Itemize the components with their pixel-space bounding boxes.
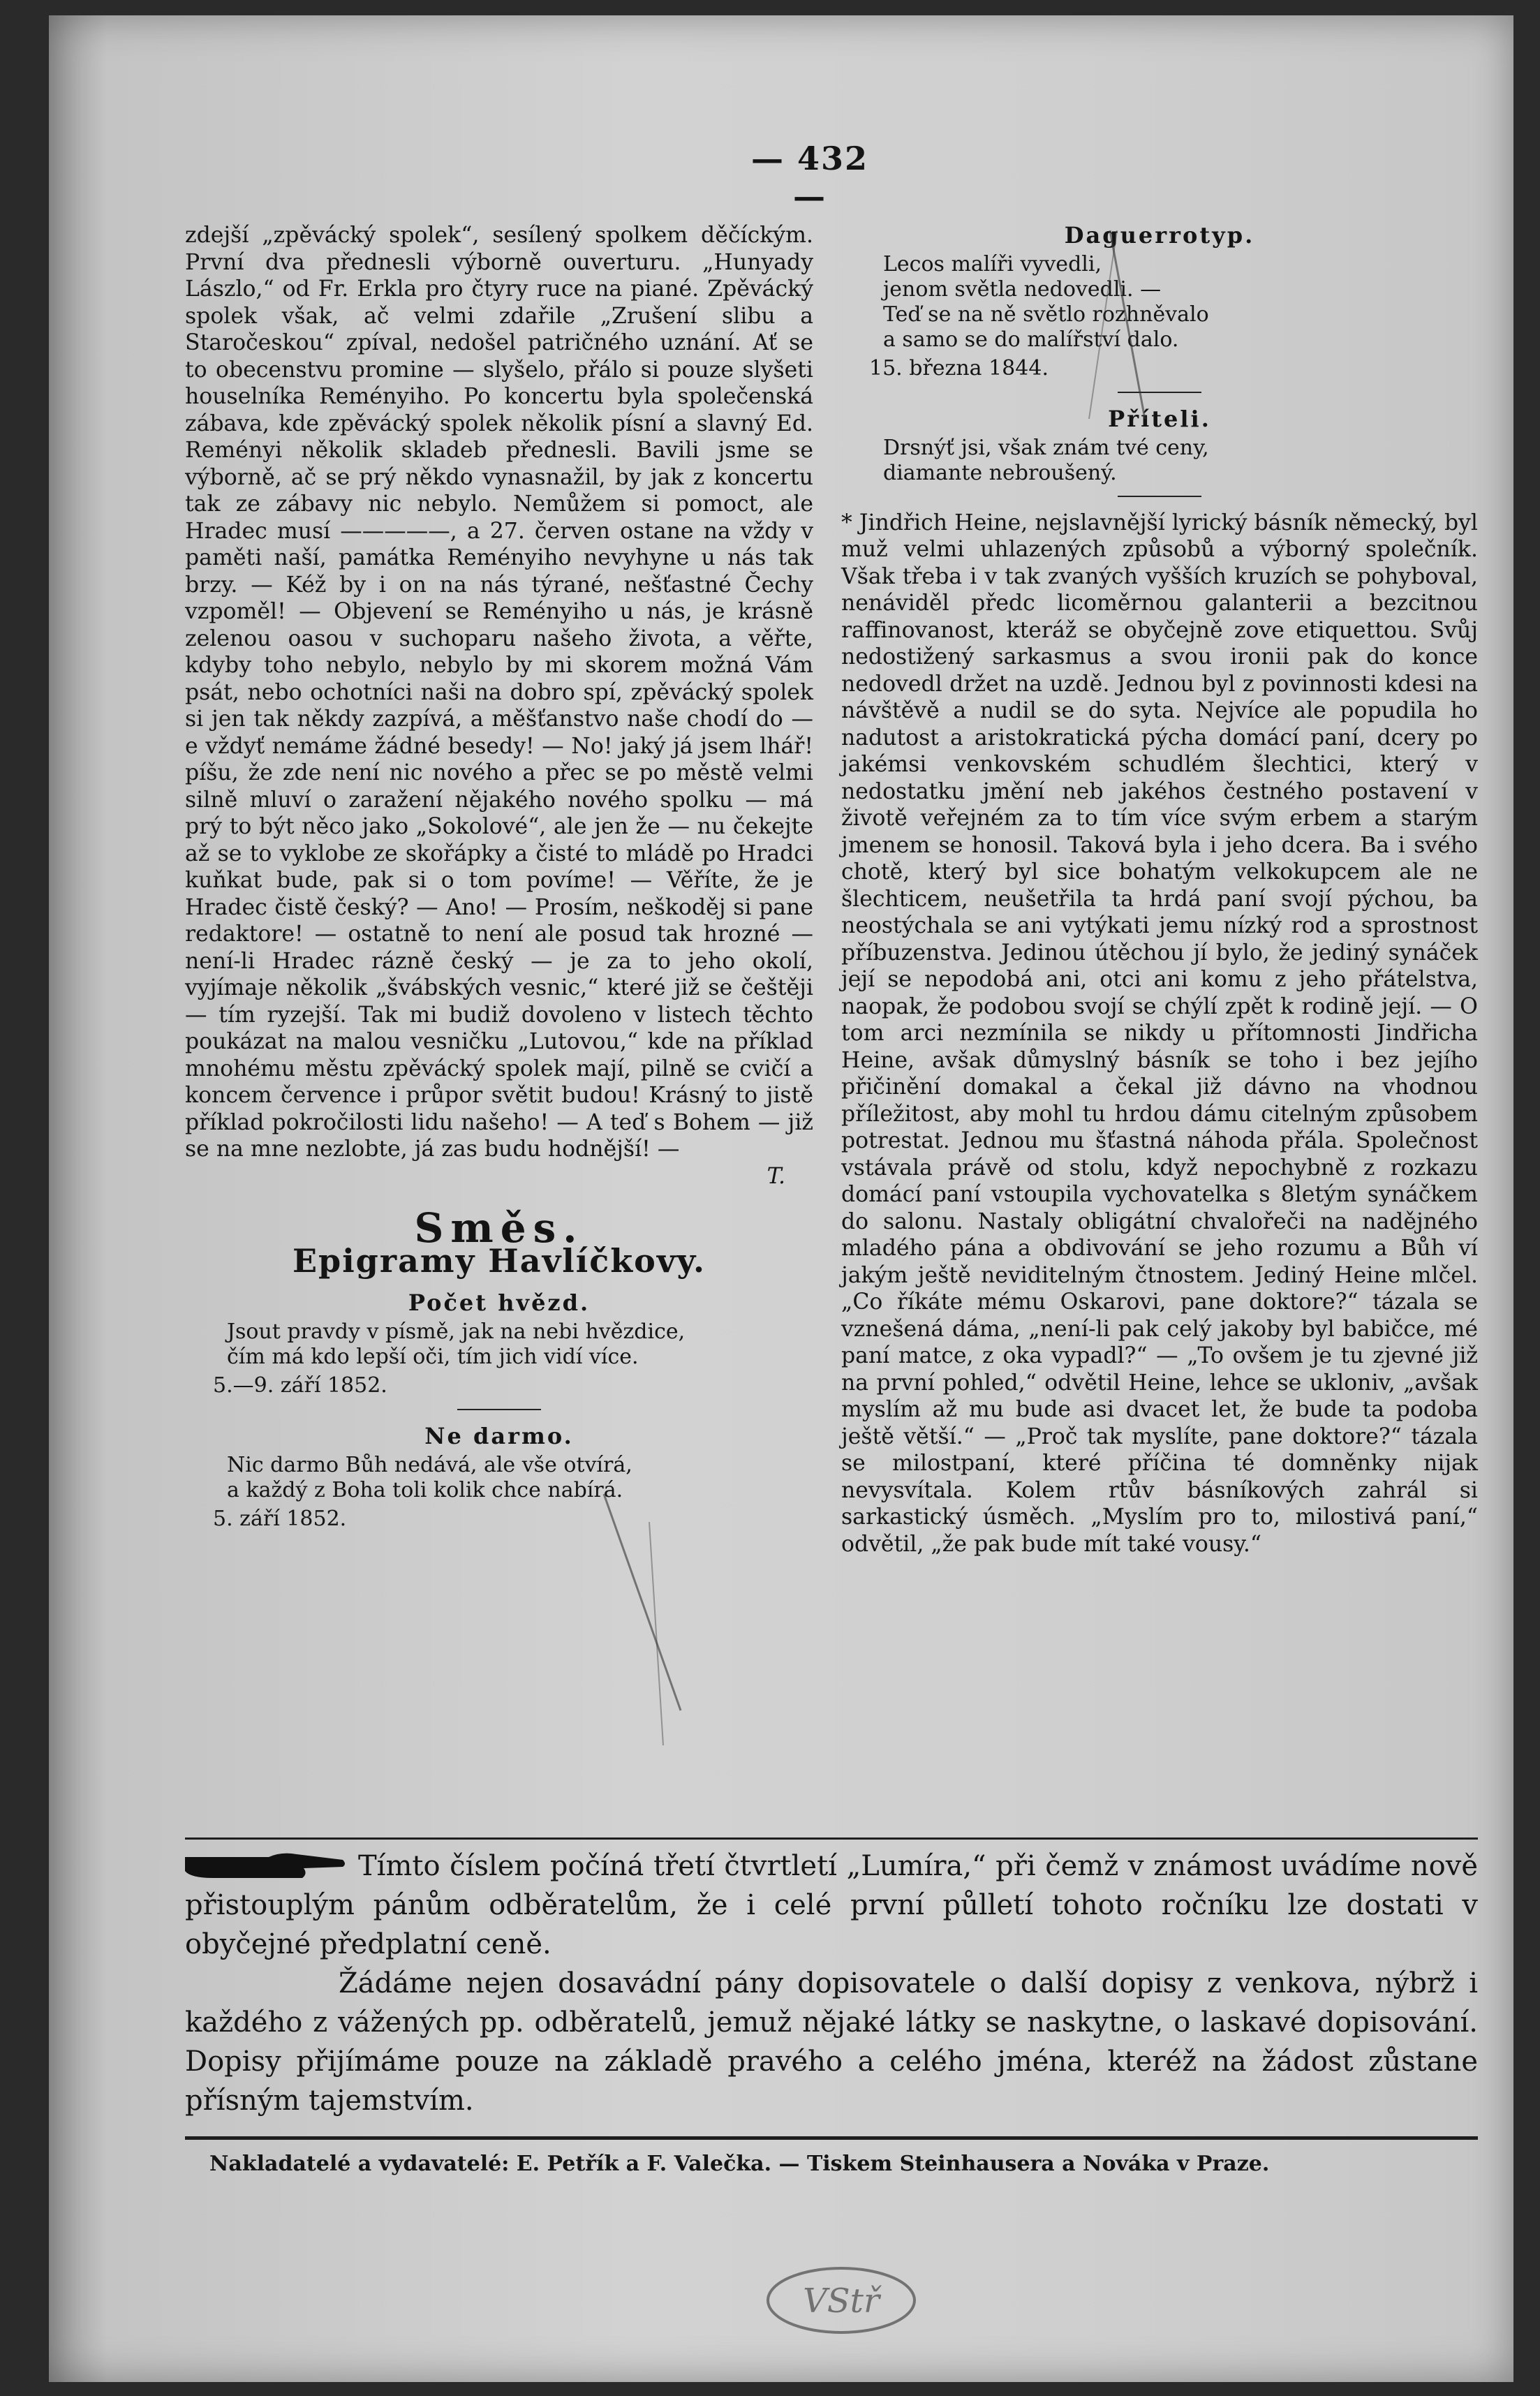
page-number: — 432 — [750, 140, 869, 215]
publisher-notice [185, 1847, 1478, 2120]
divider [1118, 496, 1201, 497]
poem-line: Drsnýť jsi, však znám tvé ceny, [883, 435, 1209, 460]
epigram-title: Ne darmo. [424, 1423, 574, 1449]
epigram-date: 5. září 1852. [213, 1506, 347, 1531]
imprint: Nakladatelé a vydavatelé: E. Petřík a F. Valečka. — Tiskem Steinhausera a Nováka v Praze. [209, 2152, 1270, 2176]
left-article-text: zdejší „zpěvácký spolek“, sesílený spolkem děčíckým. První dva přednesli výborně ouverturu. „Hunyady Lászlo,“ od Fr. Erkla pro čtyry ruce na piané. Zpěvácký spolek však, ač velmi zdařile „Zrušení slibu a Staročeskou“ zpíval, nedošel patričného uznání. Ať se to obecenstvu promine — slyšelo, přálo si pouze slyšeti houselníka Reményiho. Po koncertu byla společenská zábava, kde zpěvácký spolek několik písní a slavný Ed. Reményi několik skladeb přednesli. Bavili jsme se výborně, ač se prý někdo vynasnažil, by jak z koncertu tak ze zábavy nic nebylo. Nemůžem si pomoct, ale Hradec musí —————, a 27. červen ostane na vždy v paměti naší, památka Reményiho nevyhyne u nás tak brzy. — Kéž by i on na nás týrané, nešťastné Čechy vzpoměl! — Objevení se Reményiho u nás, je krásně zelenou oasou v suchoparu našeho života, a věřte, kdyby toho nebylo, nebylo by mi skorem možná Vám psát, nebo ochotníci naši na dobro spí, zpěvácký spolek si jen tak někdy zazpívá, a měšťanstvo naše chodí do — e vždyť nemáme žádné besedy! — No! jaký já jsem lhář! píšu, že zde není nic nového a přec se po městě velmi silně mluví o zaražení nějakého nového spolku — má prý to být něco jako „Sokolové“, ale jen že — nu čekejte až se to vyklobe ze skořápky a čisté to mládě po Hradci kuňkat bude, pak si o tom povíme! — Věříte, že je Hradec čistě český? — Ano! — Prosím, neškoděj si pane redaktore! — ostatně to není ale posud tak hrozné — není-li Hradec rázně český — je za to jeho okolí, vyjímaje několik „švábských vesnic,“ které již se češtěji — tím ryzejší. Tak mi budiž dovoleno v listech těchto poukázat na malou vesničku „Lutovou,“ kde na příklad mnohému městu zpěvácký spolek mají, pilně se cvičí a koncem července i průpor světit budou! Krásný to jistě příklad pokročilosti lidu našeho! — A teď s Bohem — již se na mne nezlobte, já zas budu hodnější! — [185, 223, 813, 1162]
article-signature: T. [767, 1163, 785, 1189]
poem-date: 15. března 1844. [869, 355, 1049, 380]
epigram-line: Nic darmo Bůh nedává, ale vše otvírá, [227, 1452, 632, 1477]
divider [457, 1409, 541, 1410]
notice-line-2: Žádáme nejen dosavádní pány dopisovatele o další dopisy z venkova, nýbrž i každého z vážených pp. odběratelů, jemuž nějaké látky se naskytne, o laskavé dopisování. Dopisy přijímáme pouze na základě pravého a celého jména, kteréž na žádost zůstane přísným tajemstvím. [185, 1967, 1478, 2117]
notice-line-1: Tímto číslem počíná třetí čtvrtletí „Lumíra,“ při čemž v známost uvádíme nově přistouplým pánům odběratelům, že i celé první půlletí tohoto ročníku lze dostati v obyčejné předplatní ceně. [185, 1850, 1478, 1960]
divider [1118, 392, 1201, 393]
poem-line: Teď se na ně světlo rozhněvalo [883, 302, 1209, 327]
poem-title: Daguerrotyp. [1064, 222, 1255, 249]
epigram [185, 1423, 813, 1532]
epigram-date: 5.—9. září 1852. [213, 1373, 387, 1398]
poem [841, 222, 1478, 382]
right-column [841, 222, 1478, 1558]
poem-line: a samo se do malířství dalo. [883, 327, 1179, 352]
section-subtitle: Epigramy Havlíčkovy. [292, 1241, 706, 1280]
epigram [185, 1289, 813, 1399]
poem [841, 406, 1478, 486]
poem-line: jenom světla nedovedli. — [883, 276, 1162, 302]
epigram-line: čím má kdo lepší oči, tím jich vidí více. [227, 1344, 639, 1369]
anecdote-text: * Jindřich Heine, nejslavnější lyrický básník německý, byl muž velmi uhlazených způsobů a výborný společník. Však třeba i v tak zvaných vyšších kruzích se pohyboval, nenáviděl předc licoměrnou galanterii a bezcitnou raffinovanost, kteráž se obyčejně zove etiquettou. Svůj nedostižený sarkasmus a svou ironii pak do konce nedovedl držet na uzdě. Jednou byl z povinnosti kdesi na návštěvě a nudil se do syta. Nejvíce ale popudila ho nadutost a aristokratická pýcha domácí paní, dcery po jakémsi venkovském schudlém šlechtici, který v nedostatku jmění neb jakéhos čestného postavení v životě veřejném za to tím více svým erbem a starým jmenem se honosil. Taková byla i jeho dcera. Ba i svého chotě, který byl sice bohatým velkokupcem ale ne šlechticem, neušetřila ta hrdá paní svojí pýchou, ba neostýchala se ani vytýkati jemu nízký rod a sprostnost příbuzenstva. Jedinou útěchou jí bylo, že jediný synáček její se nepodobá ani, otci ani komu z jeho přátelstva, naopak, že podobou svojí se chýlí zpět k rodině její. — O tom arci nezmínila se nikdy u přítomnosti Jindřicha Heine, avšak důmyslný básník se toho i bez jejího přičinění domakal a čekal již dávno na vhodnou příležitost, aby mohl tu hrdou dámu citelným způsobem potrestat. Jednou mu šťastná náhoda přála. Společnost vstávala právě od stolu, když nepochybně z rozkazu domácí paní vstoupila vychovatelka s 8letým synáčkem do salonu. Nastaly obligátní chvalořeči na nadějného mladého pána a obdivování se jeho rozumu a Bůh ví jakým ještě neviditelným čtnostem. Jediný Heine mlčel. „Co říkáte mému Oskarovi, pane doktore?“ tázala se vznešená dáma, „není-li pak celý jakoby byl babičce, mé paní matce, z oka vypadl?“ — „To ovšem je tu zjevné již na první pohled,“ odvětil Heine, lehce se ukloniv, „avšak myslím až mu bude asi dvacet let, že bude ta podoba ještě větší.“ — „Proč tak myslíte, pane doktore?“ tázala se milostpaní, které příčina té domněnky nijak nevysvítala. Kolem rtův básníkových zahrál si sarkastický úsměch. „Myslím pro to, milostivá paní,“ odvětil, „že pak bude mít také vousy.“ [841, 510, 1478, 1557]
poem-line: Lecos malíři vyvedli, [883, 251, 1102, 276]
left-column [185, 222, 813, 1532]
epigram-title: Počet hvězd. [408, 1289, 591, 1316]
section-title: Směs. [414, 1204, 584, 1252]
imprint-rule [185, 2136, 1478, 2140]
pointing-hand-icon [185, 1847, 346, 1881]
epigram-line: Jsout pravdy v písmě, jak na nebi hvězdice, [227, 1319, 686, 1344]
notice-top-rule [185, 1837, 1478, 1840]
epigram-line: a každý z Boha toli kolik chce nabírá. [227, 1477, 623, 1502]
stamp-text: VStř [803, 2282, 880, 2321]
poem-line: diamante nebroušený. [883, 460, 1117, 485]
poem-title: Příteli. [1108, 406, 1211, 432]
library-stamp [761, 2262, 921, 2339]
